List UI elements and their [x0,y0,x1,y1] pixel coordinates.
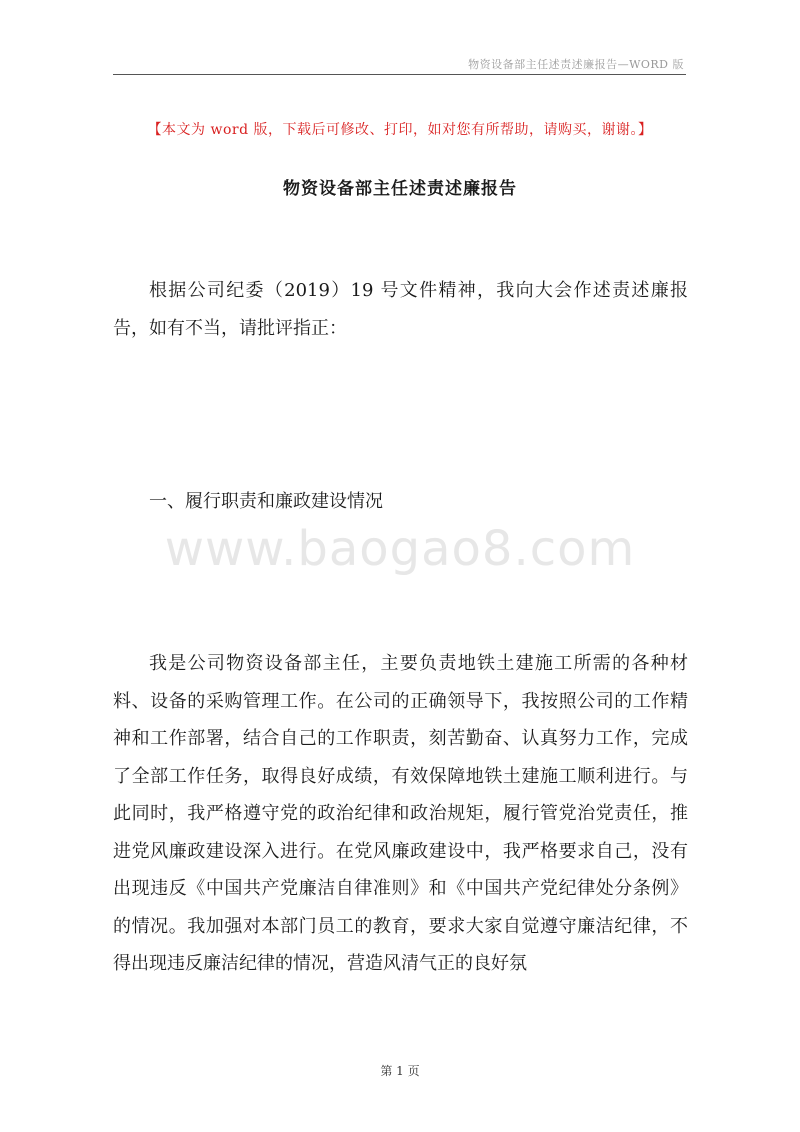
body-paragraph: 我是公司物资设备部主任，主要负责地铁土建施工所需的各种材料、设备的采购管理工作。在公司的正确领导下，我按照公司的工作精神和工作部署，结合自己的工作职责，刻苦勤奋、认真努力工作，完成了全部工作任务，取得良好成绩，有效保障地铁土建施工顺利进行。与此同时，我严格遵守党的政治纪律和政治规矩，履行管党治党责任，推进党风廉政建设深入进行。在党风廉政建设中，我严格要求自己，没有出现违反《中国共产党廉洁自律准则》和《中国共产党纪律处分条例》的情况。我加强对本部门员工的教育，要求大家自觉遵守廉洁纪律，不得出现违反廉洁纪律的情况，营造风清气正的良好氛 [113,653,688,974]
header-divider [113,74,686,75]
section-heading: 一、履行职责和廉政建设情况 [149,491,383,512]
download-notice: 【本文为 word 版，下载后可修改、打印，如对您有所帮助，请购买，谢谢。】 [147,122,653,138]
watermark: www.baogao8.com [164,521,636,577]
running-header: 物资设备部主任述责述廉报告—WORD 版 [468,58,684,71]
page-number: 第 1 页 [380,1064,420,1078]
intro-paragraph: 根据公司纪委（2019）19 号文件精神，我向大会作述责述廉报告，如有不当，请批评指正： [113,280,688,339]
document-title: 物资设备部主任述责述廉报告 [283,179,517,199]
